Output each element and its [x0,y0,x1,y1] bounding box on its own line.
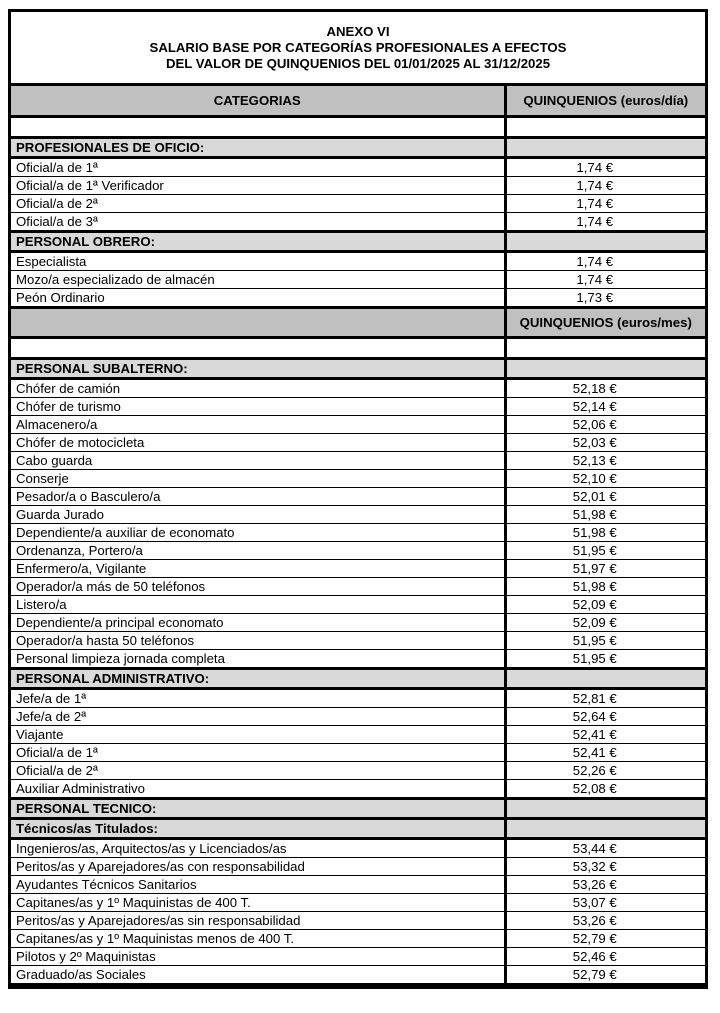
value-cell: 52,03 € [505,433,705,451]
document-title [11,12,705,86]
value-cell: 52,08 € [505,779,705,798]
category-cell: Dependiente/a auxiliar de economato [11,523,505,541]
blank-cell [505,337,705,358]
section-value-empty [505,668,705,688]
category-cell: Personal limpieza jornada completa [11,649,505,668]
header-categorias: CATEGORIAS [11,86,505,116]
table-row [11,857,705,875]
section-personal-administrativo [11,668,705,688]
table-row [11,251,705,270]
category-cell: Auxiliar Administrativo [11,779,505,798]
value-cell: 53,26 € [505,875,705,893]
blank-cell [11,116,505,137]
category-cell: Pilotos y 2º Maquinistas [11,947,505,965]
value-cell: 1,74 € [505,176,705,194]
salary-table [11,86,705,986]
value-cell: 1,74 € [505,212,705,231]
table-row [11,725,705,743]
category-cell: Peritos/as y Aparejadores/as con responsabilidad [11,857,505,875]
value-cell: 52,18 € [505,378,705,397]
category-cell: Peón Ordinario [11,288,505,307]
category-cell: Ayudantes Técnicos Sanitarios [11,875,505,893]
table-row [11,875,705,893]
table-row [11,559,705,577]
table-row [11,157,705,176]
category-cell: Chófer de camión [11,378,505,397]
category-cell: Dependiente/a principal economato [11,613,505,631]
value-cell: 51,97 € [505,559,705,577]
subsection-tecnicos-titulados [11,818,705,838]
section-label: PROFESIONALES DE OFICIO: [11,137,505,157]
table-row [11,378,705,397]
category-cell: Conserje [11,469,505,487]
value-cell: 52,41 € [505,743,705,761]
section-label: PERSONAL SUBALTERNO: [11,358,505,378]
value-cell: 51,98 € [505,523,705,541]
table-row [11,451,705,469]
value-cell: 51,98 € [505,577,705,595]
table-row [11,176,705,194]
blank-cell [505,116,705,137]
category-cell: Capitanes/as y 1º Maquinistas menos de 400 T. [11,929,505,947]
table-row [11,688,705,707]
table-row [11,487,705,505]
category-cell: Enfermero/a, Vigilante [11,559,505,577]
table-row [11,929,705,947]
value-cell: 52,41 € [505,725,705,743]
section-personal-tecnico [11,798,705,818]
table-row [11,947,705,965]
table-row [11,761,705,779]
category-cell: Chófer de motocicleta [11,433,505,451]
value-cell: 1,74 € [505,194,705,212]
table-row [11,649,705,668]
value-cell: 51,95 € [505,541,705,559]
title-line-3: DEL VALOR DE QUINQUENIOS DEL 01/01/2025 AL 31/12/2025 [165,55,551,71]
section-value-empty [505,798,705,818]
value-cell: 1,74 € [505,157,705,176]
category-cell: Jefe/a de 1ª [11,688,505,707]
header-quinquenios-mes: QUINQUENIOS (euros/mes) [505,307,705,337]
category-cell: Oficial/a de 3ª [11,212,505,231]
category-cell: Cabo guarda [11,451,505,469]
table-row [11,469,705,487]
section-profesionales-oficio [11,137,705,157]
value-cell: 52,09 € [505,613,705,631]
table-row [11,613,705,631]
value-cell: 53,44 € [505,838,705,857]
section-personal-obrero [11,231,705,251]
table-row [11,893,705,911]
category-cell: Viajante [11,725,505,743]
value-cell: 52,14 € [505,397,705,415]
table-row [11,911,705,929]
value-cell: 52,09 € [505,595,705,613]
table-row [11,631,705,649]
table-row [11,397,705,415]
blank-cell [11,337,505,358]
blank-row [11,337,705,358]
value-cell: 1,73 € [505,288,705,307]
value-cell: 1,74 € [505,270,705,288]
category-cell: Ordenanza, Portero/a [11,541,505,559]
category-cell: Ingenieros/as, Arquitectos/as y Licenciados/as [11,838,505,857]
category-cell: Oficial/a de 1ª [11,157,505,176]
column-header-row [11,86,705,116]
value-cell: 52,10 € [505,469,705,487]
table-row [11,505,705,523]
value-cell: 51,95 € [505,649,705,668]
value-cell: 52,46 € [505,947,705,965]
header-quinquenios-dia: QUINQUENIOS (euros/día) [505,86,705,116]
section-value-empty [505,358,705,378]
section-value-empty [505,137,705,157]
section-label: Técnicos/as Titulados: [11,818,505,838]
table-row [11,779,705,798]
section-value-empty [505,818,705,838]
category-cell: Oficial/a de 2ª [11,761,505,779]
header-empty [11,307,505,337]
value-cell: 52,79 € [505,929,705,947]
value-cell: 52,81 € [505,688,705,707]
value-cell: 53,32 € [505,857,705,875]
table-row [11,965,705,984]
category-cell: Operador/a hasta 50 teléfonos [11,631,505,649]
value-cell: 53,26 € [505,911,705,929]
section-label: PERSONAL ADMINISTRATIVO: [11,668,505,688]
value-cell: 1,74 € [505,251,705,270]
section-value-empty [505,231,705,251]
table-row [11,212,705,231]
table-row [11,577,705,595]
category-cell: Pesador/a o Basculero/a [11,487,505,505]
value-cell: 52,64 € [505,707,705,725]
title-line-1: ANEXO VI [326,23,390,39]
table-row [11,270,705,288]
category-cell: Oficial/a de 1ª Verificador [11,176,505,194]
value-cell: 52,13 € [505,451,705,469]
table-row [11,433,705,451]
value-cell: 52,06 € [505,415,705,433]
blank-row [11,116,705,137]
section-personal-subalterno [11,358,705,378]
category-cell: Oficial/a de 1ª [11,743,505,761]
value-cell: 53,07 € [505,893,705,911]
category-cell: Graduado/as Sociales [11,965,505,984]
table-row [11,523,705,541]
section-label: PERSONAL OBRERO: [11,231,505,251]
category-cell: Listero/a [11,595,505,613]
category-cell: Peritos/as y Aparejadores/as sin responsabilidad [11,911,505,929]
table-row [11,194,705,212]
section-label: PERSONAL TECNICO: [11,798,505,818]
column-header-row-monthly [11,307,705,337]
title-line-2: SALARIO BASE POR CATEGORÍAS PROFESIONALES A EFECTOS [149,39,567,55]
category-cell: Especialista [11,251,505,270]
category-cell: Mozo/a especializado de almacén [11,270,505,288]
category-cell: Operador/a más de 50 teléfonos [11,577,505,595]
category-cell: Jefe/a de 2ª [11,707,505,725]
annex-table-sheet [8,9,708,989]
category-cell: Guarda Jurado [11,505,505,523]
table-row [11,707,705,725]
category-cell: Oficial/a de 2ª [11,194,505,212]
category-cell: Almacenero/a [11,415,505,433]
table-row [11,595,705,613]
value-cell: 52,01 € [505,487,705,505]
table-row [11,415,705,433]
value-cell: 51,95 € [505,631,705,649]
table-row [11,743,705,761]
category-cell: Chófer de turismo [11,397,505,415]
value-cell: 52,26 € [505,761,705,779]
value-cell: 51,98 € [505,505,705,523]
table-row [11,288,705,307]
value-cell: 52,79 € [505,965,705,984]
category-cell: Capitanes/as y 1º Maquinistas de 400 T. [11,893,505,911]
table-row [11,541,705,559]
table-row [11,838,705,857]
